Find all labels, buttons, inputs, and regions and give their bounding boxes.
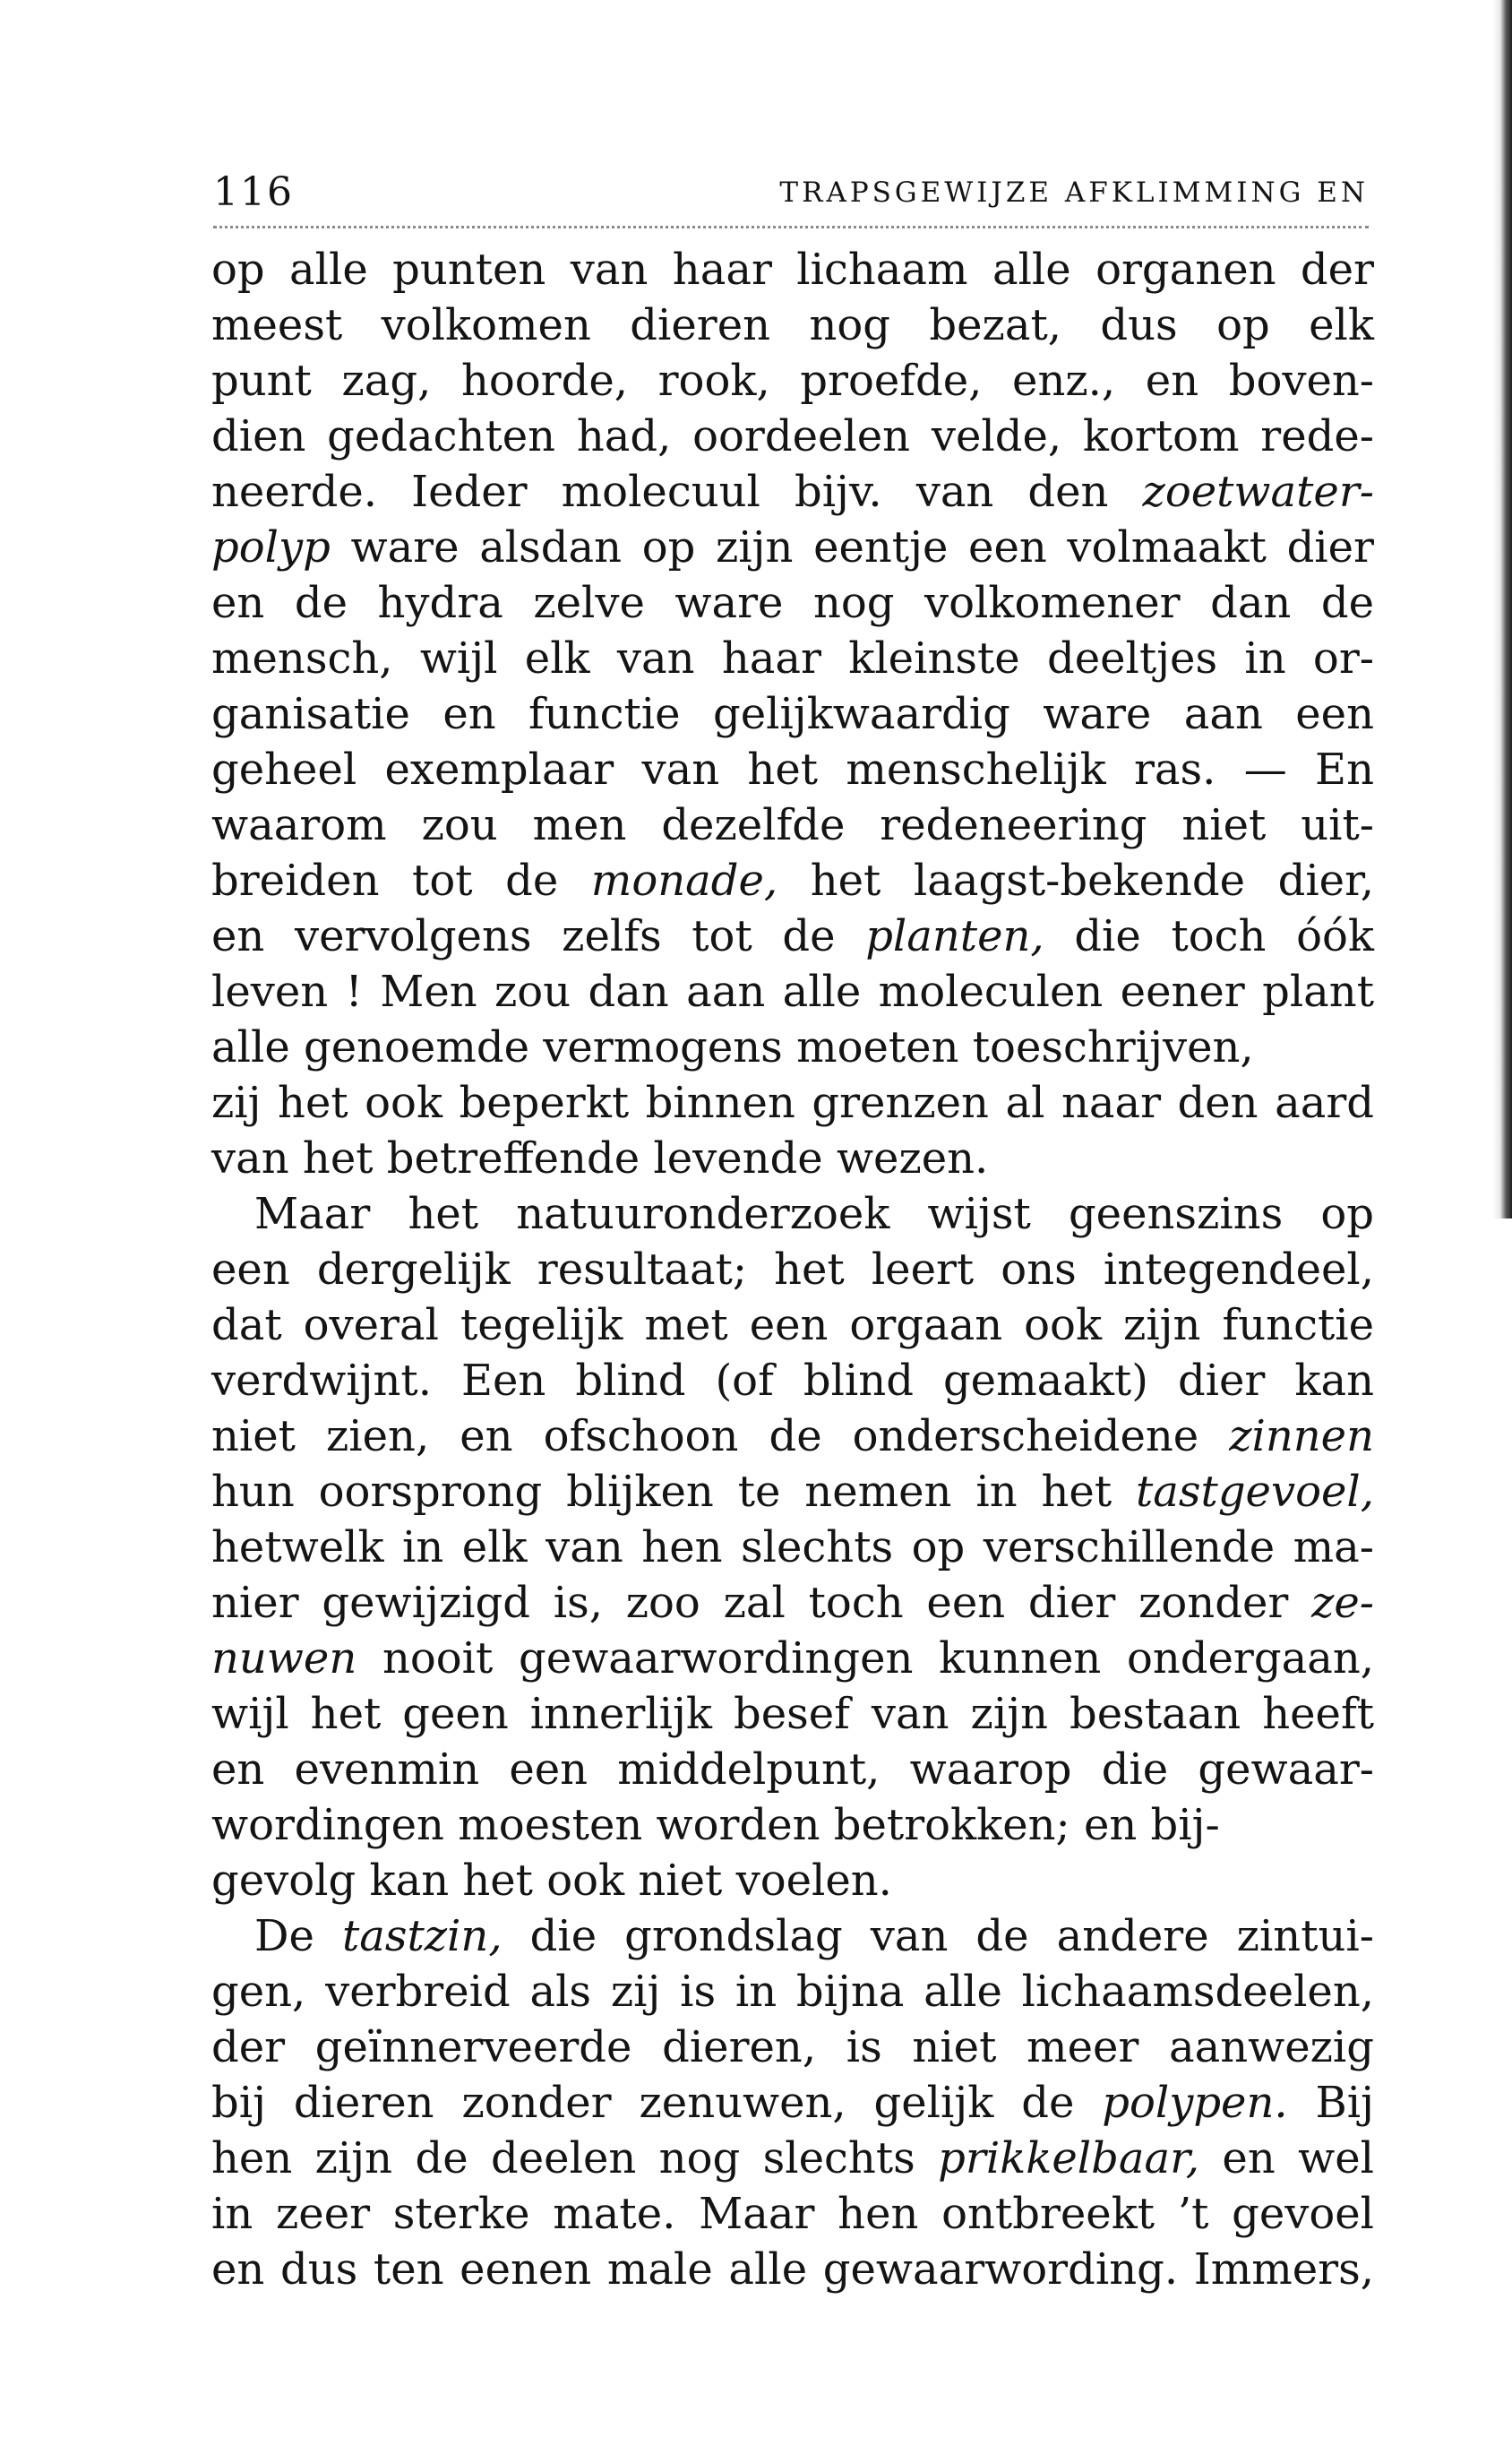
text-line: [211, 409, 1374, 464]
paragraph-first-line: [211, 1908, 1374, 1964]
text-run: Maar het natuuronderzoek wijst geenszins op: [254, 1189, 1374, 1239]
text-run: en vervolgens zelfs tot de: [211, 911, 866, 961]
text-line: [211, 686, 1374, 742]
text-run: en wel: [1199, 2133, 1374, 2183]
text-line: [211, 908, 1374, 964]
italic-text: tastgevoel,: [1136, 1467, 1374, 1517]
scan-edge: [1492, 0, 1512, 1218]
text-run: der geïnnerveerde dieren, is niet meer aanwezig: [211, 2022, 1374, 2072]
italic-text: nuwen: [211, 1633, 357, 1684]
text-line: [211, 1853, 1374, 1908]
text-run: nier gewijzigd is, zoo zal toch een dier zonder: [211, 1578, 1312, 1628]
text-run: en de hydra zelve ware nog volkomener dan de: [211, 578, 1374, 628]
italic-text: zoetwater-: [1142, 467, 1374, 517]
italic-text: polypen.: [1102, 2078, 1288, 2128]
text-line: [211, 297, 1374, 353]
page-header: [213, 166, 1369, 220]
text-run: bij dieren zonder zenuwen, gelijk de: [211, 2078, 1103, 2128]
text-line: [211, 797, 1374, 853]
text-run: hetwelk in elk van hen slechts op verschillende ma-: [211, 1522, 1374, 1572]
text-run: ware alsdan op zijn eentje een volmaakt dier: [330, 522, 1374, 573]
text-run: alle genoemde vermogens moeten toeschrijven,: [211, 1022, 1254, 1072]
text-line: [211, 1297, 1374, 1353]
text-line: [211, 853, 1374, 908]
text-line: [211, 1353, 1374, 1408]
text-line: [211, 631, 1374, 686]
text-run: De: [254, 1911, 342, 1961]
italic-text: planten,: [865, 911, 1044, 961]
text-line: [211, 1131, 1374, 1186]
text-run: punt zag, hoorde, rook, proefde, enz., en boven-: [211, 356, 1374, 406]
text-run: breiden tot de: [211, 856, 591, 906]
text-run: dien gedachten had, oordeelen velde, kortom rede-: [211, 411, 1374, 461]
text-line: [211, 1964, 1374, 2019]
text-run: leven ! Men zou dan aan alle moleculen eener plant: [211, 967, 1374, 1017]
text-run: in zeer sterke mate. Maar hen ontbreekt ’t gevoel: [211, 2189, 1374, 2239]
text-line: [211, 464, 1374, 520]
text-run: zij het ook beperkt binnen grenzen al naar den aard: [211, 1078, 1374, 1128]
text-run: niet zien, en ofschoon de onderscheidene: [211, 1411, 1230, 1461]
text-line: [211, 1575, 1374, 1631]
text-run: het laagst-bekende dier,: [777, 856, 1374, 906]
italic-text: ze-: [1311, 1578, 1374, 1628]
text-run: gen, verbreid als zij is in bijna alle lichaamsdeelen,: [211, 1967, 1374, 2017]
text-line: [211, 1075, 1374, 1131]
text-run: wijl het geen innerlijk besef van zijn bestaan heeft: [211, 1689, 1374, 1739]
text-line: [211, 1242, 1374, 1297]
text-run: wordingen moesten worden betrokken; en bij-: [211, 1800, 1220, 1850]
text-run: dat overal tegelijk met een orgaan ook zijn functie: [211, 1300, 1374, 1350]
text-run: verdwijnt. Een blind (of blind gemaakt) dier kan: [211, 1356, 1374, 1406]
italic-text: polyp: [211, 522, 331, 573]
text-line: [211, 1408, 1374, 1464]
text-run: nooit gewaarwordingen kunnen ondergaan,: [357, 1633, 1374, 1684]
text-run: hen zijn de deelen nog slechts: [211, 2133, 939, 2183]
italic-text: zinnen: [1229, 1411, 1374, 1461]
text-line: [211, 1631, 1374, 1686]
text-line: [211, 575, 1374, 631]
text-run: van het betreffende levende wezen.: [211, 1133, 989, 1184]
italic-text: tastzin,: [341, 1911, 503, 1961]
text-run: mensch, wijl elk van haar kleinste deeltjes in or-: [211, 633, 1374, 684]
page-number: 116: [213, 169, 294, 215]
text-line: [211, 1020, 1374, 1075]
text-run: neerde. Ieder molecuul bijv. van den: [211, 467, 1143, 517]
text-run: meest volkomen dieren nog bezat, dus op elk: [211, 300, 1374, 350]
text-line: [211, 1520, 1374, 1575]
text-line: [211, 1797, 1374, 1853]
text-run: waarom zou men dezelfde redeneering niet uit-: [211, 800, 1374, 850]
paragraph-first-line: [211, 1186, 1374, 1242]
text-line: [211, 1742, 1374, 1797]
text-run: en evenmin een middelpunt, waarop die gewaar-: [211, 1744, 1374, 1795]
text-line: [211, 520, 1374, 575]
header-rule: [213, 226, 1369, 228]
text-line: [211, 2131, 1374, 2186]
text-line: [211, 964, 1374, 1020]
text-line: [211, 2019, 1374, 2075]
text-line: [211, 1464, 1374, 1520]
text-run: een dergelijk resultaat; het leert ons integendeel,: [211, 1244, 1374, 1295]
text-line: [211, 742, 1374, 797]
text-run: die grondslag van de andere zintui-: [502, 1911, 1374, 1961]
text-run: ganisatie en functie gelijkwaardig ware aan een: [211, 689, 1374, 739]
text-run: gevolg kan het ook niet voelen.: [211, 1856, 892, 1906]
text-line: [211, 2186, 1374, 2242]
text-line: [211, 1686, 1374, 1742]
italic-text: monade,: [590, 856, 778, 906]
text-line: [211, 2242, 1374, 2297]
italic-text: prikkelbaar,: [938, 2133, 1199, 2183]
body-text: [211, 242, 1374, 2297]
text-run: op alle punten van haar lichaam alle organen der: [211, 245, 1374, 295]
text-run: die toch óók: [1044, 911, 1374, 961]
text-run: en dus ten eenen male alle gewaarwording. Immers,: [211, 2244, 1374, 2295]
running-head: TRAPSGEWIJZE AFKLIMMING EN: [779, 177, 1369, 209]
text-line: [211, 242, 1374, 297]
text-run: Bij: [1287, 2078, 1374, 2128]
text-line: [211, 2075, 1374, 2131]
text-run: geheel exemplaar van het menschelijk ras. — En: [211, 745, 1374, 795]
text-run: hun oorsprong blijken te nemen in het: [211, 1467, 1136, 1517]
text-line: [211, 353, 1374, 409]
